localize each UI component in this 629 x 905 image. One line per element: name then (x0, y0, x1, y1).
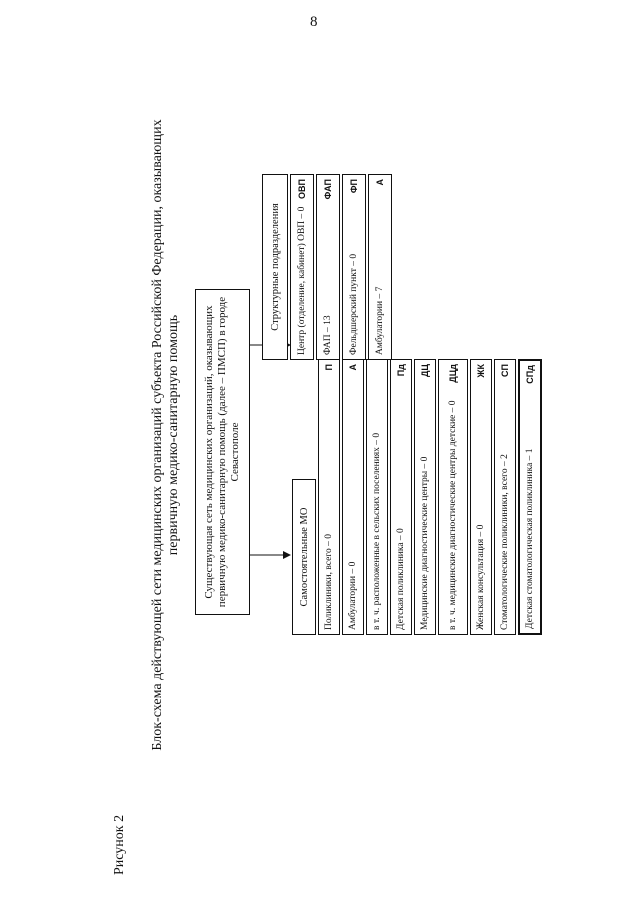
right-row-code: ФАП (323, 179, 333, 200)
left-row-label: Медицинские диагностические центры – 0 (419, 456, 430, 630)
left-row-code: П (324, 364, 334, 371)
left-row-code: ДЦ (420, 364, 430, 377)
right-column-header: Структурные подразделения (262, 174, 288, 360)
right-row (290, 174, 314, 360)
left-row (318, 359, 340, 635)
right-row-code: А (375, 179, 385, 186)
left-row-label: Детская стоматологическая поликлиника – 1 (524, 448, 535, 629)
left-row-code: СПд (525, 365, 535, 384)
right-row-label: ФАП – 13 (322, 315, 333, 355)
left-row-label: Стоматологические поликлиники, всего – 2 (499, 454, 510, 630)
right-row-code: ОВП (297, 179, 307, 199)
left-row (470, 359, 492, 635)
left-row (414, 359, 436, 635)
left-row-label: Женская консультация – 0 (475, 524, 486, 630)
left-row-label: в т. ч. расположенные в сельских поселениях – 0 (371, 432, 382, 630)
left-row-code: ДЦд (448, 364, 458, 383)
figure-label: Рисунок 2 (112, 814, 127, 875)
left-row-label: в т. ч. медицинские диагностические центры детские – 0 (447, 400, 458, 630)
right-row (368, 174, 392, 360)
left-row (390, 359, 412, 635)
left-row-code: А (348, 364, 358, 371)
diagram-title: Блок-схема действующей сети медицинских организаций субъекта Российской Федерации, оказывающих первичную медико-санитарную помощь (150, 119, 181, 751)
right-row-code: ФП (349, 179, 359, 194)
left-row (438, 359, 468, 635)
page-number: 8 (310, 14, 318, 30)
left-row (342, 359, 364, 635)
right-row (316, 174, 340, 360)
right-row (342, 174, 366, 360)
left-row-label: Амбулатории – 0 (347, 561, 358, 630)
left-row-label: Детская поликлиника – 0 (395, 528, 406, 630)
right-row-label: Амбулатории – 7 (374, 286, 385, 355)
top-network-box: Существующая сеть медицинских организаций, оказывающих первичную медико-санитарную помощь (далее – ПМСП) в городе Севастополе (195, 289, 250, 615)
left-row (494, 359, 516, 635)
left-row-label: Поликлиники, всего – 0 (323, 533, 334, 630)
left-row (366, 359, 388, 635)
right-row-label: Центр (отделение, кабинет) ОВП – 0 (296, 206, 307, 355)
left-row (518, 359, 542, 635)
left-row-code: ЖК (476, 364, 486, 378)
right-row-label: Фельдшерский пункт – 0 (348, 253, 359, 355)
left-column-header: Самостоятельные МО (292, 479, 316, 635)
left-row-code: Пд (396, 364, 406, 377)
left-row-code: СП (500, 364, 510, 377)
